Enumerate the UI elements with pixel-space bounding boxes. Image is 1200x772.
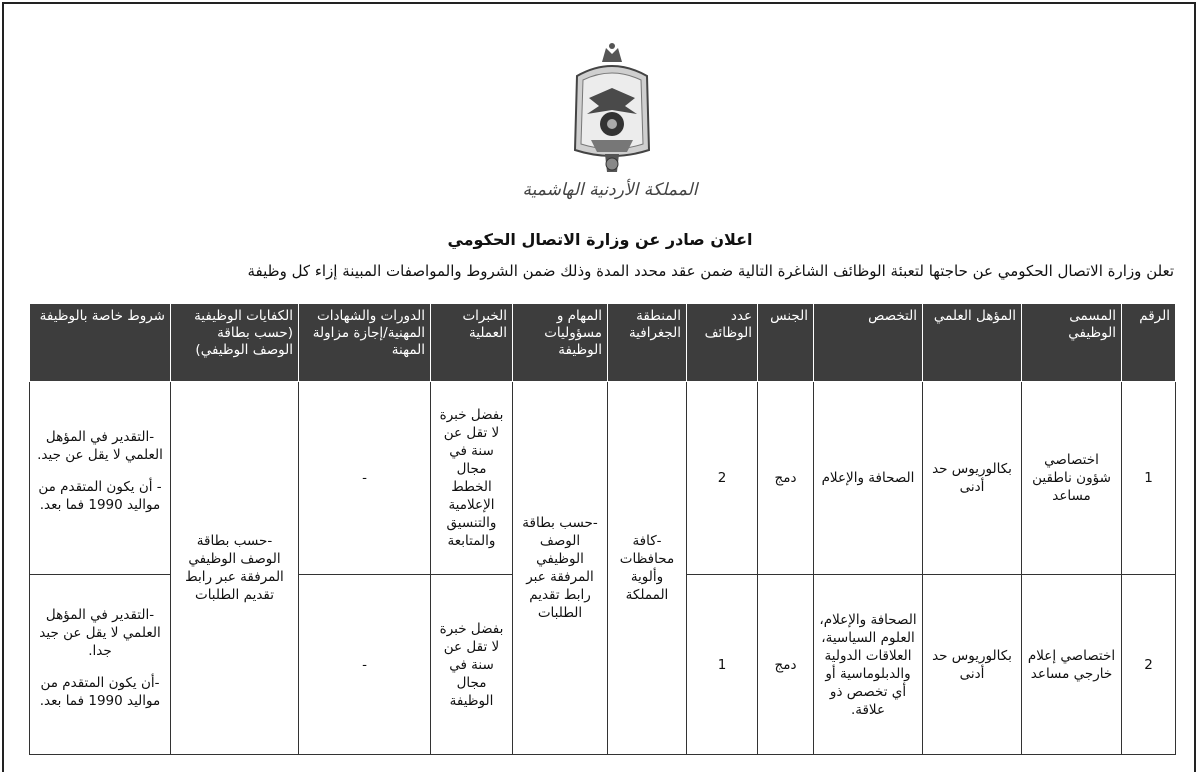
col-header-competencies: الكفايات الوظيفية (حسب بطاقة الوصف الوظيفي) (171, 304, 299, 382)
col-header-experience: الخبرات العملية (431, 304, 513, 382)
col-header-gender: الجنس (758, 304, 814, 382)
gender: دمج (758, 382, 814, 575)
job-title: اختصاصي إعلام خارجي مساعد (1022, 575, 1122, 755)
col-header-title: المسمى الوظيفي (1022, 304, 1122, 382)
qualification: بكالوريوس حد أدنى (923, 382, 1022, 575)
special-conditions (30, 575, 171, 755)
condition-item: -التقدير في المؤهل العلمي لا يقل عن جيد. (37, 429, 163, 463)
announcement-intro: تعلن وزارة الاتصال الحكومي عن حاجتها لتعبئة الوظائف الشاغرة التالية ضمن عقد محدد المدة وذلك ضمن الشروط والمواصفات المبينة إزاء كل وظيفة (247, 262, 1174, 280)
col-header-conditions: شروط خاصة بالوظيفة (30, 304, 171, 382)
col-header-tasks: المهام و مسؤوليات الوظيفة (513, 304, 608, 382)
col-header-count: عدد الوظائف (687, 304, 758, 382)
row-number: 1 (1122, 382, 1176, 575)
job-count: 2 (687, 382, 758, 575)
qualification: بكالوريوس حد أدنى (923, 575, 1022, 755)
specialization: الصحافة والإعلام، العلوم السياسية، العلاقات الدولية والدبلوماسية أو أي تخصص ذو علاقة. (814, 575, 923, 755)
job-count: 1 (687, 575, 758, 755)
table-row (30, 382, 1176, 575)
col-header-region: المنطقة الجغرافية (608, 304, 687, 382)
specialization: الصحافة والإعلام (814, 382, 923, 575)
courses: - (299, 575, 431, 755)
col-header-specialization: التخصص (814, 304, 923, 382)
geographic-region: -كافة محافظات وألوية المملكة (608, 382, 687, 755)
gender: دمج (758, 575, 814, 755)
special-conditions (30, 382, 171, 575)
col-header-qualification: المؤهل العلمي (923, 304, 1022, 382)
condition-item: - أن يكون المتقدم من مواليد 1990 فما بعد. (38, 479, 162, 513)
experience: بفضل خبرة لا تقل عن سنة في مجال الخطط الإعلامية والتنسيق والمتابعة (431, 382, 513, 575)
condition-item: -أن يكون المتقدم من مواليد 1990 فما بعد. (39, 674, 161, 709)
kingdom-name-calligraphy: المملكة الأردنية الهاشمية (522, 180, 698, 200)
coat-of-arms-emblem (569, 40, 655, 180)
announcement-title: اعلان صادر عن وزارة الاتصال الحكومي (447, 230, 753, 249)
jobs-table (29, 303, 1176, 755)
col-header-number: الرقم (1122, 304, 1176, 382)
col-header-courses: الدورات والشهادات المهنية/إجازة مزاولة المهنة (299, 304, 431, 382)
condition-item: -التقدير في المؤهل العلمي لا يقل عن جيد جدا. (39, 606, 161, 659)
table-header-row (30, 304, 1176, 382)
job-title: اختصاصي شؤون ناطقين مساعد (1022, 382, 1122, 575)
courses: - (299, 382, 431, 575)
experience: بفضل خبرة لا تقل عن سنة في مجال الوظيفة (431, 575, 513, 755)
job-tasks: -حسب بطاقة الوصف الوظيفي المرفقة عبر رابط تقديم الطلبات (513, 382, 608, 755)
row-number: 2 (1122, 575, 1176, 755)
competencies: -حسب بطاقة الوصف الوظيفي المرفقة عبر رابط تقديم الطلبات (171, 382, 299, 755)
